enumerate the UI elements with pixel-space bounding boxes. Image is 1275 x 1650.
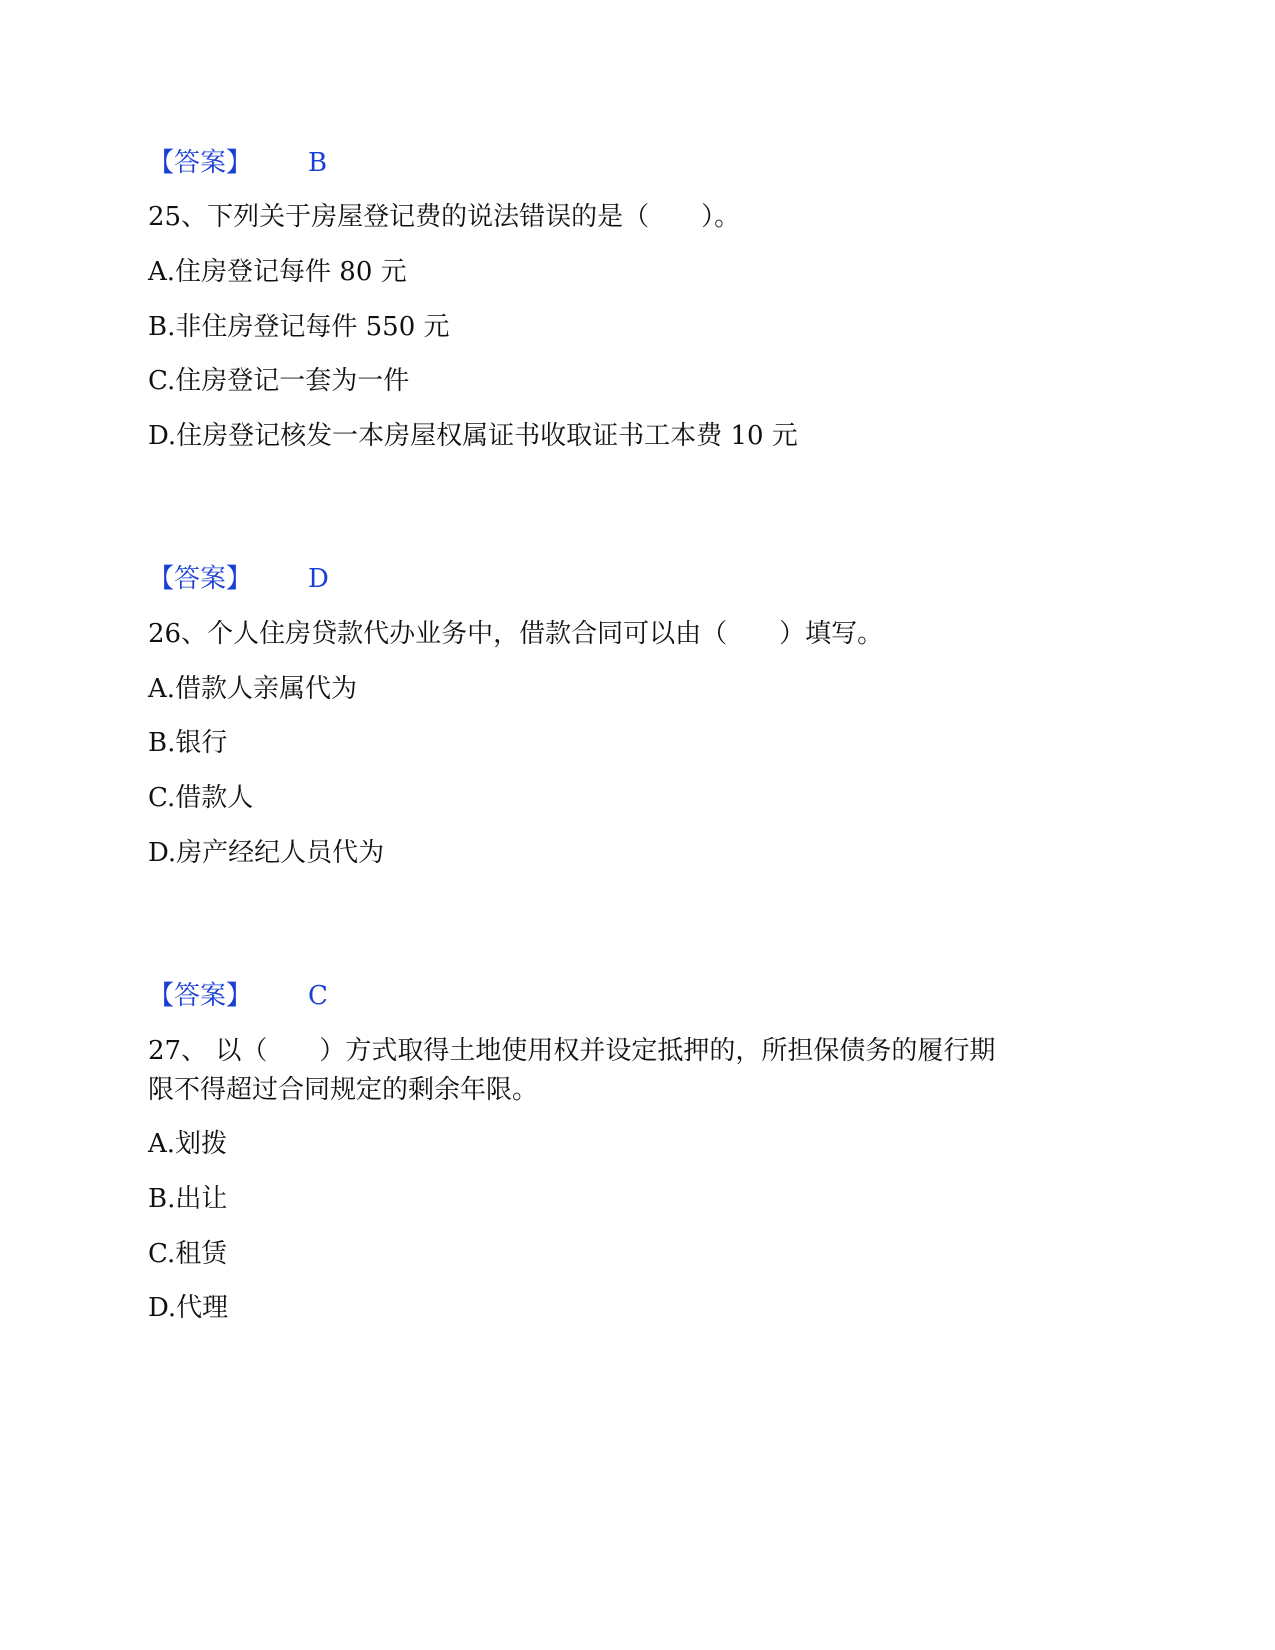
option-b: B.非住房登记每件 550 元: [148, 312, 450, 342]
option-b: B.银行: [148, 728, 228, 758]
option-d: D.房产经纪人员代为: [148, 838, 385, 868]
question-text-continued: 限不得超过合同规定的剩余年限。: [148, 1075, 539, 1105]
option-a: A.划拨: [148, 1129, 228, 1159]
answer-value: C: [308, 981, 328, 1011]
option-c: C.租赁: [148, 1239, 228, 1269]
option-d: D.住房登记核发一本房屋权属证书收取证书工本费 10 元: [148, 421, 798, 451]
option-a: A.借款人亲属代为: [148, 674, 358, 704]
answer-line: [148, 562, 548, 596]
question-text: 25、下列关于房屋登记费的说法错误的是（ ）。: [148, 202, 741, 232]
option-d: D.代理: [148, 1293, 229, 1323]
option-b: B.出让: [148, 1184, 228, 1214]
answer-value: D: [308, 564, 329, 594]
answer-value: B: [308, 148, 328, 178]
answer-line: [148, 146, 548, 180]
question-text: 27、 以（ ）方式取得土地使用权并设定抵押的，所担保债务的履行期: [148, 1036, 996, 1066]
answer-label: 【答案】: [148, 564, 253, 594]
option-c: C.住房登记一套为一件: [148, 366, 410, 396]
option-a: A.住房登记每件 80 元: [148, 257, 407, 287]
answer-label: 【答案】: [148, 981, 253, 1011]
question-text: 26、个人住房贷款代办业务中，借款合同可以由（ ）填写。: [148, 619, 884, 649]
option-c: C.借款人: [148, 783, 254, 813]
answer-label: 【答案】: [148, 148, 253, 178]
answer-line: [148, 979, 548, 1013]
